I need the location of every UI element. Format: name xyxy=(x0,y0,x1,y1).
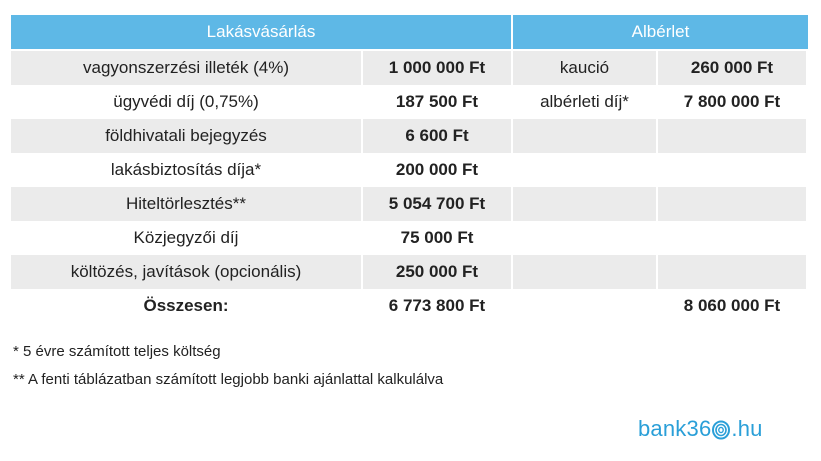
row-value: 6 600 Ft xyxy=(361,119,511,153)
rent-label xyxy=(511,221,656,255)
total-label: Összesen: xyxy=(143,296,229,315)
rent-value xyxy=(656,119,806,153)
table-row xyxy=(11,221,808,255)
cost-comparison-table xyxy=(11,15,808,323)
logo-prefix: bank36 xyxy=(638,416,712,441)
header-purchase: Lakásvásárlás xyxy=(11,15,511,49)
table-row xyxy=(11,85,808,119)
row-value: 200 000 Ft xyxy=(361,153,511,187)
total-row xyxy=(11,289,808,323)
rent-value: 7 800 000 Ft xyxy=(656,85,806,119)
row-label: földhivatali bejegyzés xyxy=(11,119,361,153)
footnote: ** A fenti táblázatban számított legjobb banki ajánlattal kalkulálva xyxy=(13,371,444,388)
row-value: 75 000 Ft xyxy=(361,221,511,255)
total-value: 6 773 800 Ft xyxy=(361,289,511,323)
table-row xyxy=(11,153,808,187)
rent-label xyxy=(511,153,656,187)
footnote: * 5 évre számított teljes költség xyxy=(13,343,221,360)
row-label: lakásbiztosítás díja* xyxy=(110,160,262,179)
row-label: Hiteltörlesztés** xyxy=(11,187,361,221)
table-row xyxy=(11,51,808,85)
row-label: költözés, javítások (opcionális) xyxy=(11,255,361,289)
row-label: Közjegyzői díj xyxy=(133,228,239,247)
row-label: vagyonszerzési illeték (4%) xyxy=(11,51,361,85)
rent-value xyxy=(656,153,806,187)
row-value: 5 054 700 Ft xyxy=(361,187,511,221)
rent-value xyxy=(656,187,806,221)
row-label: ügyvédi díj (0,75%) xyxy=(113,92,259,111)
rent-label xyxy=(511,119,656,153)
rent-label xyxy=(511,255,656,289)
logo-suffix: .hu xyxy=(731,416,763,441)
row-value: 250 000 Ft xyxy=(361,255,511,289)
footnotes xyxy=(13,341,443,397)
rent-label: albérleti díj* xyxy=(511,85,656,119)
rent-value: 260 000 Ft xyxy=(656,51,806,85)
table-row xyxy=(11,119,808,153)
row-value: 1 000 000 Ft xyxy=(361,51,511,85)
rent-label: kaució xyxy=(511,51,656,85)
table-header xyxy=(11,15,808,49)
rent-total-value: 8 060 000 Ft xyxy=(656,289,806,323)
rent-label xyxy=(511,187,656,221)
brand-logo xyxy=(638,416,763,442)
rent-value xyxy=(656,221,806,255)
rent-value xyxy=(656,255,806,289)
rent-total-label xyxy=(511,289,656,323)
table-row xyxy=(11,255,808,289)
header-rent: Albérlet xyxy=(513,15,808,49)
table-row xyxy=(11,187,808,221)
spiral-zero-icon xyxy=(711,418,731,440)
row-value: 187 500 Ft xyxy=(361,85,511,119)
